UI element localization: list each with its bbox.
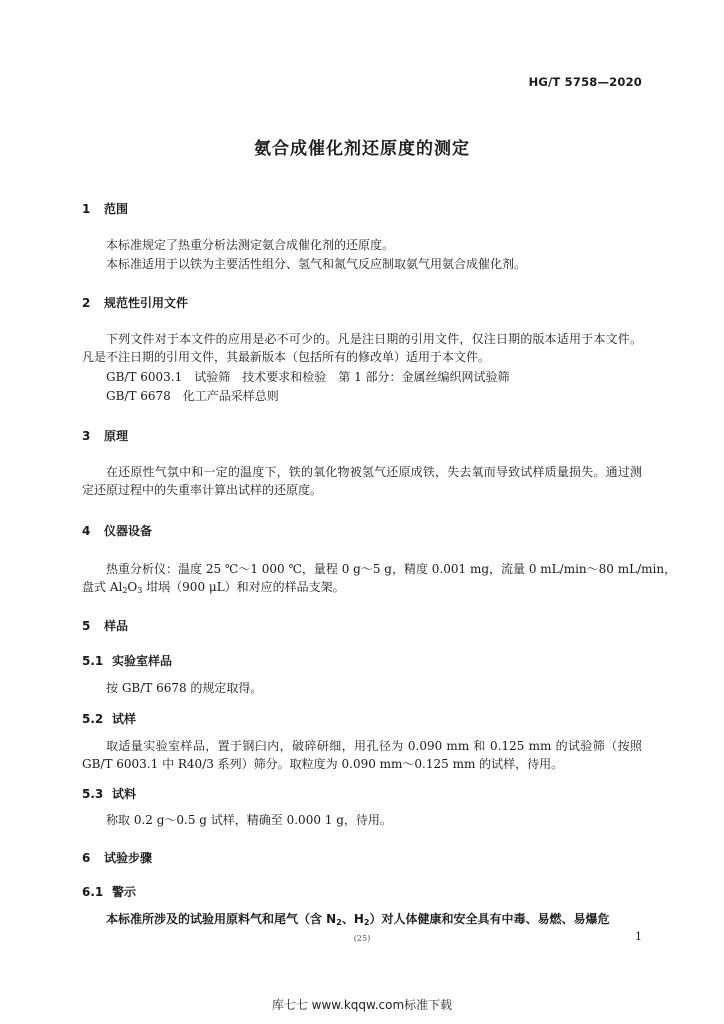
section-5-1-heading <box>82 652 172 669</box>
subscript: 2 <box>122 586 128 595</box>
section-4-heading <box>82 522 152 539</box>
section-1-heading <box>82 200 128 217</box>
section-number: 5.1 <box>82 654 104 668</box>
subscript: 3 <box>137 586 143 595</box>
section-number: 5.3 <box>82 787 104 801</box>
paragraph: 下列文件对于本文件的应用是必不可少的。凡是注日期的引用文件，仅注日期的版本适用于本文件。凡是不注日期的引用文件，其最新版本（包括所有的修改单）适用于本文件。 <box>82 332 642 364</box>
section-title: 样品 <box>104 619 129 633</box>
page-mark: (25) <box>353 934 371 943</box>
paragraph: 取适量实验室样品，置于钢臼内，破碎研细，用孔径为 0.090 mm 和 0.125 mm 的试验筛（按照 GB/T 6003.1 中 R40/3 系列）筛分。取粒度为 0.090 mm～0.125 mm 的试样，待用。 <box>82 739 642 771</box>
subscript: 2 <box>363 918 370 927</box>
section-number: 3 <box>82 429 91 443</box>
document-code: HG/T 5758—2020 <box>528 75 642 89</box>
reference-item: GB/T 6003.1 试验筛 技术要求和检验 第 1 部分：金属丝编织网试验筛 <box>106 370 510 384</box>
section-title: 仪器设备 <box>104 524 153 538</box>
footer-watermark: 库七七 www.kqqw.com标准下载 <box>271 998 453 1012</box>
section-title: 试验步骤 <box>104 851 153 865</box>
section-title: 原理 <box>104 429 129 443</box>
section-title: 试料 <box>112 787 137 801</box>
text-run: ）对人体健康和安全具有中毒、易燃、易爆危 <box>369 912 610 926</box>
section-title: 警示 <box>112 885 137 899</box>
paragraph: 按 GB/T 6678 的规定取得。 <box>106 681 263 695</box>
paragraph: 本标准适用于以铁为主要活性组分、氢气和氮气反应制取氨气用氨合成催化剂。 <box>106 257 527 271</box>
section-2-heading <box>82 294 188 311</box>
section-number: 6.1 <box>82 885 104 899</box>
text-run: 本标准所涉及的试验用原料气和尾气（含 N <box>106 912 337 926</box>
paragraph: 热重分析仪：温度 25 ℃～1 000 ℃，量程 0 g～5 g，精度 0.001 mg，流量 0 mL/min～80 mL/min， <box>106 562 677 576</box>
section-6-1-heading <box>82 883 136 900</box>
section-number: 5.2 <box>82 712 104 726</box>
section-5-heading <box>82 617 128 634</box>
paragraph: 称取 0.2 g～0.5 g 试样，精确至 0.000 1 g，待用。 <box>106 813 392 827</box>
paragraph <box>82 578 642 600</box>
reference-item: GB/T 6678 化工产品采样总则 <box>106 389 279 403</box>
paragraph: 在还原性气氛中和一定的温度下，铁的氧化物被氢气还原成铁，失去氧而导致试样质量损失。通过测定还原过程中的失重率计算出试样的还原度。 <box>82 465 642 497</box>
section-title: 试样 <box>112 712 137 726</box>
subscript: 2 <box>336 918 342 927</box>
paragraph: 本标准规定了热重分析法测定氨合成催化剂的还原度。 <box>106 238 395 252</box>
section-number: 2 <box>82 296 91 310</box>
page-number: 1 <box>635 930 642 943</box>
text-run: 盘式 Al <box>82 580 123 594</box>
text-run: 坩埚（900 μL）和对应的样品支架。 <box>142 580 345 594</box>
section-title: 实验室样品 <box>112 654 173 668</box>
warning-paragraph <box>82 910 642 932</box>
section-number: 6 <box>82 851 91 865</box>
section-title: 规范性引用文件 <box>104 296 189 310</box>
section-3-heading <box>82 427 128 444</box>
section-5-3-heading <box>82 785 136 802</box>
section-title: 范围 <box>104 202 129 216</box>
page-title: 氨合成催化剂还原度的测定 <box>254 139 470 159</box>
section-number: 1 <box>82 202 91 216</box>
section-6-heading <box>82 849 152 866</box>
text-run: 、H <box>341 912 364 926</box>
text-run: O <box>127 580 138 594</box>
section-number: 4 <box>82 524 91 538</box>
section-number: 5 <box>82 619 91 633</box>
section-5-2-heading <box>82 710 136 727</box>
